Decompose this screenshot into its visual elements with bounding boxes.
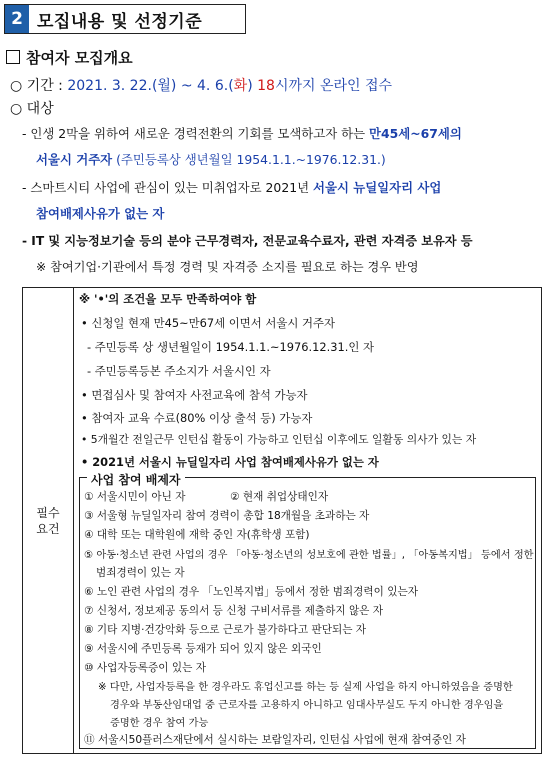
circle-bullet-icon: ○ [10,78,23,94]
exclusion-item: ④ 대학 또는 대학원에 재학 중인 자(휴학생 포함) [84,529,310,541]
exclusion-item: ② 현재 취업상태인자 [230,491,329,503]
exclusion-item: ⑩ 사업자등록증이 있는 자 [84,662,206,674]
target-item-3: - IT 및 지능정보기술 등의 분야 근무경력자, 전문교육수료자, 관련 자격증 보유자 등 [22,234,473,248]
exclusion-item: ⑪ 서울시50플러스재단에서 실시하는 보람일자리, 인턴십 사업에 현재 참여중인 자 [84,734,466,746]
requirements-label-cell: 필수 요건 [23,288,74,753]
exclusion-item: 증명한 경우 참여 가능 [110,718,209,729]
table-row: - 주민등록 상 생년월일이 1954.1.1.~1976.12.31.인 자 [87,340,374,354]
target-item-1-cont: 서울시 거주자 (주민등록상 생년월일 1954.1.1.~1976.12.31.) [36,152,386,167]
target-label: ○ 대상 [10,101,54,117]
table-row: • 5개월간 전일근무 인턴십 활동이 가능하고 인턴십 이후에도 일활동 의사가 있는 자 [81,433,477,446]
table-row: • 면접심사 및 참여자 사전교육에 참석 가능자 [81,388,308,402]
target-item-1: - 인생 2막을 위하여 새로운 경력전환의 기회를 모색하고자 하는 만45세~67세의 [22,126,462,141]
section-title: 모집내용 및 선정기준 [37,11,203,32]
exclusion-item: ① 서울시민이 아닌 자 [84,491,186,503]
section-number: 2 [5,5,29,33]
exclusion-item: ※ 다만, 사업자등록을 한 경우라도 휴업신고를 하는 등 실제 사업을 하지 아니하였음을 증명한 [98,682,513,693]
subsection-title: 참여자 모집개요 [6,47,133,68]
circle-bullet-icon: ○ [10,101,23,117]
section-header [4,4,246,34]
period-line: ○ 기간 : 2021. 3. 22.(월) ~ 4. 6.(화) 18시까지 온라인 접수 [10,78,393,94]
exclusion-item: ⑨ 서울시에 주민등록 등재가 되어 있지 않은 외국인 [84,643,322,655]
table-row: • 참여자 교육 수료(80% 이상 출석 등) 가능자 [81,411,313,425]
table-row: - 주민등록등본 주소지가 서울시인 자 [87,364,271,378]
table-row: • 신청일 현재 만45~만67세 이면서 서울시 거주자 [81,316,336,330]
table-note: ※ '•'의 조건을 모두 만족하여야 함 [79,292,257,306]
exclusion-box [79,477,536,749]
requirements-table [22,287,542,754]
table-row: • 2021년 서울시 뉴딜일자리 사업 참여배제사유가 없는 자 [81,455,379,469]
exclusion-title: 사업 참여 배제자 [87,471,185,488]
exclusion-item: ⑥ 노인 관련 사업의 경우 「노인복지법」등에서 정한 범죄경력이 있는자 [84,586,418,598]
checkbox-square-icon [6,50,20,64]
exclusion-item: 경우와 부동산임대업 중 근로자를 고용하지 아니하고 임대사무실도 두지 아니한 경우임을 [110,700,504,711]
exclusion-item: 범죄경력이 있는 자 [96,567,185,579]
exclusion-item: ⑤ 아동·청소년 관련 사업의 경우 「아동·청소년의 성보호에 관한 법률」, 「아동복지법」 등에서 정한 [84,550,534,561]
target-note: ※ 참여기업·기관에서 특정 경력 및 자격증 소지를 필요로 하는 경우 반영 [36,260,419,274]
target-item-2-cont: 참여배제사유가 없는 자 [36,206,165,221]
target-item-2: - 스마트시티 사업에 관심이 있는 미취업자로 2021년 서울시 뉴딜일자리 사업 [22,180,442,195]
exclusion-item: ⑦ 신청서, 정보제공 동의서 등 신청 구비서류를 제출하지 않은 자 [84,605,384,617]
exclusion-item: ⑧ 기타 지병·건강악화 등으로 근로가 불가하다고 판단되는 자 [84,624,367,636]
exclusion-item: ③ 서울형 뉴딜일자리 참여 경력이 총합 18개월을 초과하는 자 [84,510,370,522]
